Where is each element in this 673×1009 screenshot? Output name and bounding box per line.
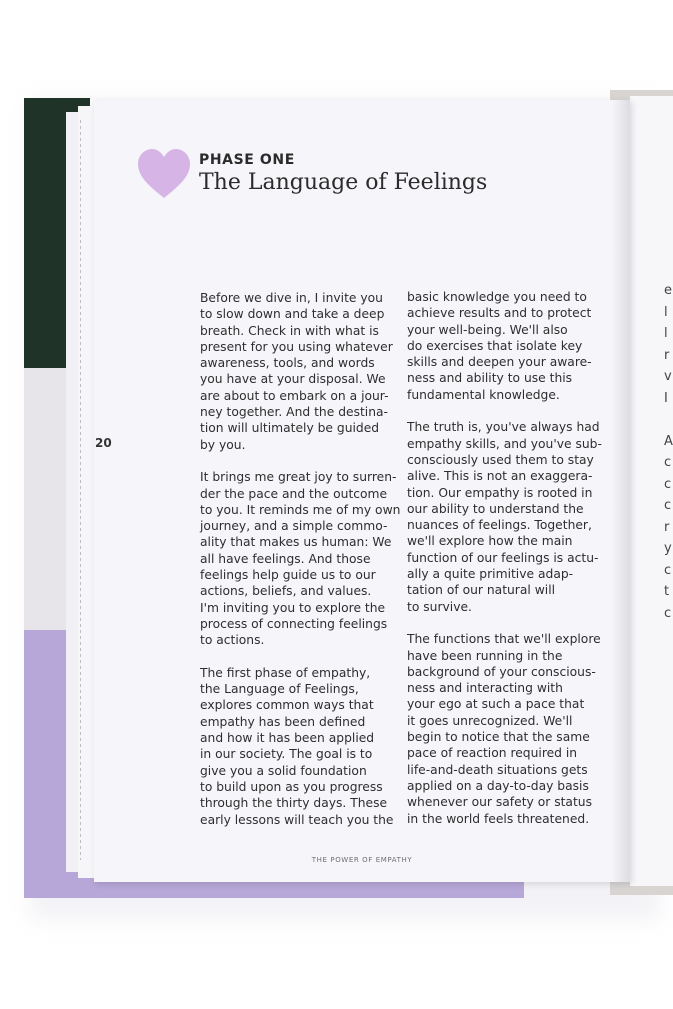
paragraph: It brings me great joy to surren- der the pace and the outcome to you. It reminds me of my own journey, and a simple commo- ality that makes us human: We all have feelings. And those feelings help guide us to our actions, beliefs, and values. I'm inviting you to explore the process of connecting feelings to actions. <box>200 470 401 648</box>
chapter-title: The Language of Feelings <box>199 170 488 195</box>
page-number: 20 <box>95 436 112 450</box>
paragraph: The functions that we'll explore have been running in the background of your conscious- ness and interacting with your ego at such a pace that it goes unrecognized. We'll begin to notice that the same pace of reaction required in life-and-death situations gets applied on a day-to-day basis whenever our safety or status in the world feels threatened. <box>407 632 601 826</box>
right-page-text-peek <box>664 280 673 624</box>
running-footer: THE POWER OF EMPATHY <box>311 856 413 864</box>
paragraph: Before we dive in, I invite you to slow down and take a deep breath. Check in with what is present for you using whatever awareness, tools, and words you have at your disposal. We are about to embark on a jour- ney together. And the destina- tion will ultimately be guided by you. <box>200 291 393 452</box>
right-text-column <box>407 289 615 843</box>
heart-icon <box>136 148 192 200</box>
phase-label: PHASE ONE <box>199 152 295 168</box>
page-edge-stitching <box>80 120 81 860</box>
paragraph: The truth is, you've always had empathy skills, and you've sub- consciously used them to stay alive. This is not an exaggera- tion. Our empathy is rooted in our ability to understand the nuances of feelings. Together, we'll explore how the main function of our feelings is actu- ally a quite primitive adap- tation of our natural will to survive. <box>407 420 602 614</box>
paragraph: The first phase of empathy, the Language of Feelings, explores common ways that empathy has been defined and how it has been applied in our society. The goal is to give you a solid foundation to build upon as you progress through the thirty days. These early lessons will teach you the <box>200 665 394 827</box>
heart-shape <box>138 149 190 198</box>
left-text-column <box>200 290 401 844</box>
paragraph: basic knowledge you need to achieve results and to protect your well-being. We'll also do exercises that isolate key skills and deepen your aware- ness and ability to use this fundamental knowledge. <box>407 290 592 402</box>
right-page-text: e l l r v I A c c c r y c t c <box>664 283 673 621</box>
